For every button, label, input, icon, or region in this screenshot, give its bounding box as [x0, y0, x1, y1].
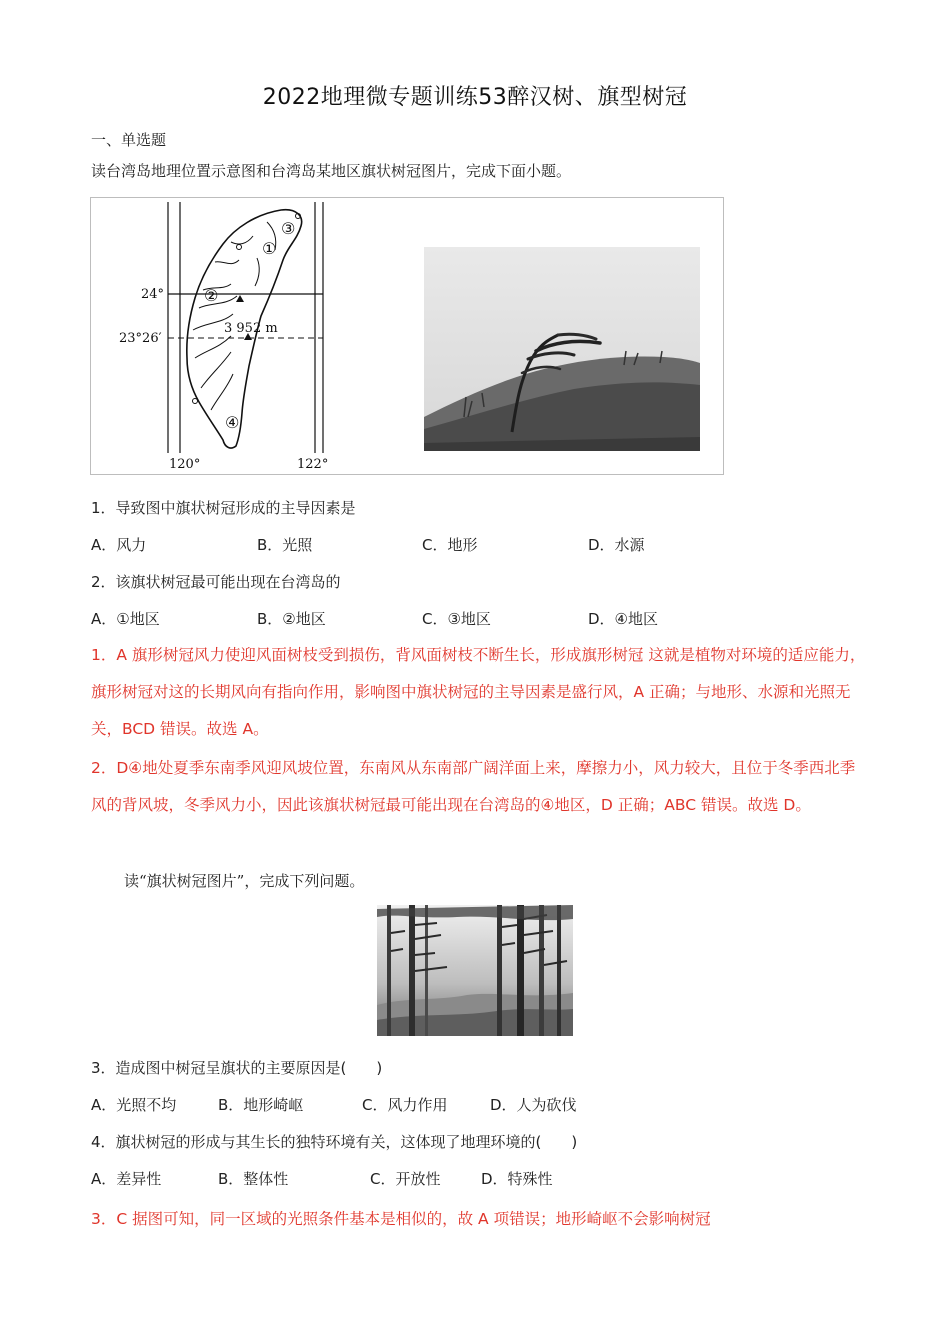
q3-option-c[interactable]: C．风力作用	[362, 1096, 448, 1114]
taiwan-map	[91, 198, 331, 474]
figure-box	[90, 197, 724, 475]
q3-option-a[interactable]: A．光照不均	[91, 1096, 177, 1114]
lat-24-label: 24°	[141, 287, 165, 302]
q2-option-a[interactable]: A．①地区	[91, 610, 160, 628]
intro-text-1: 读台湾岛地理位置示意图和台湾岛某地区旗状树冠图片，完成下面小题。	[91, 162, 572, 180]
question-3-options	[91, 1095, 791, 1115]
question-2-options	[91, 609, 791, 629]
q2-option-c[interactable]: C．③地区	[422, 610, 491, 628]
question-1-stem: 1．导致图中旗状树冠形成的主导因素是	[91, 499, 356, 517]
question-4-options	[91, 1169, 791, 1189]
q3-option-b[interactable]: B．地形崎岖	[218, 1096, 304, 1114]
q1-option-c[interactable]: C．地形	[422, 536, 478, 554]
page-title: 2022地理微专题训练53醉汉树、旗型树冠	[262, 85, 688, 110]
answer-3: 3．C 据图可知，同一区域的光照条件基本是相似的，故 A 项错误；地形崎岖不会影响树冠	[91, 1210, 711, 1228]
answer-2: 2．D④地处夏季东南季风迎风坡位置，东南风从东南部广阔洋面上来，摩擦力小，风力较大，且位于冬季西北季风的背风坡，冬季风力小，因此该旗状树冠最可能出现在台湾岛的④地区，D 正确；ABC 错误。故选 D。	[91, 759, 856, 814]
q2-option-d[interactable]: D．④地区	[588, 610, 658, 628]
q4-option-c[interactable]: C．开放性	[370, 1170, 441, 1188]
intro-text-2: 读“旗状树冠图片”，完成下列问题。	[124, 872, 365, 890]
q2-option-b[interactable]: B．②地区	[257, 610, 326, 628]
q4-option-b[interactable]: B．整体性	[218, 1170, 289, 1188]
question-4-stem: 4．旗状树冠的形成与其生长的独特环境有关，这体现了地理环境的( )	[91, 1133, 578, 1151]
section-heading: 一、单选题	[91, 131, 167, 149]
flag-tree-photo	[424, 247, 700, 451]
question-1-options	[91, 535, 791, 555]
q1-option-a[interactable]: A．风力	[91, 536, 147, 554]
lon-122-label: 122°	[297, 457, 329, 472]
marker-2: ②	[204, 286, 219, 305]
forest-photo	[377, 905, 573, 1036]
elevation-label: 3 952 m	[224, 321, 278, 336]
marker-3: ③	[281, 219, 296, 238]
q4-option-d[interactable]: D．特殊性	[481, 1170, 553, 1188]
q1-option-d[interactable]: D．水源	[588, 536, 645, 554]
marker-1: ①	[262, 239, 277, 258]
q1-option-b[interactable]: B．光照	[257, 536, 313, 554]
q4-option-a[interactable]: A．差异性	[91, 1170, 162, 1188]
answer-1: 1．A 旗形树冠风力使迎风面树枝受到损伤，背风面树枝不断生长，形成旗形树冠 这就是植物对环境的适应能力，旗形树冠对这的长期风向有指向作用，影响图中旗状树冠的主导因素是盛行风，A 正确；与地形、水源和光照无关，BCD 错误。故选 A。	[91, 646, 866, 738]
question-3-stem: 3．造成图中树冠呈旗状的主要原因是( )	[91, 1059, 383, 1077]
q3-option-d[interactable]: D．人为砍伐	[490, 1096, 577, 1114]
marker-4: ④	[225, 413, 240, 432]
lon-120-label: 120°	[169, 457, 201, 472]
lat-23-label: 23°26′	[119, 331, 162, 346]
question-2-stem: 2．该旗状树冠最可能出现在台湾岛的	[91, 573, 341, 591]
